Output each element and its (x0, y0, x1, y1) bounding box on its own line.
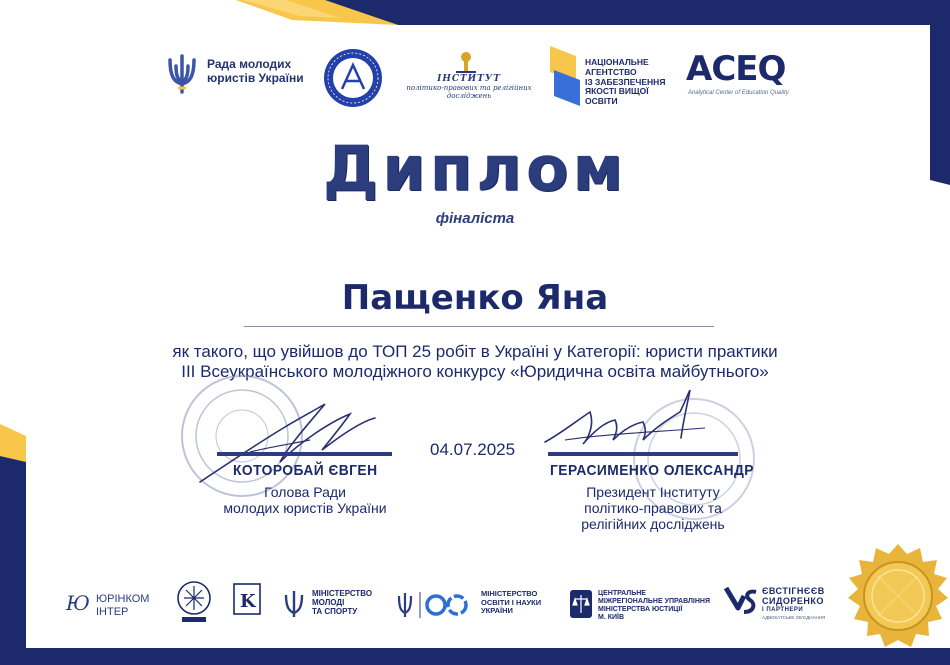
naqa-line-2: АГЕНТСТВО (585, 66, 637, 77)
institute-line-1: ІНСТИТУТ (437, 74, 501, 84)
mju-line-2: МІЖРЕГІОНАЛЬНЕ УПРАВЛІННЯ (598, 598, 710, 606)
naqa-line-3: ІЗ ЗАБЕЗПЕЧЕННЯ (585, 76, 666, 87)
urinkom-line-2: ІНТЕР (96, 605, 129, 618)
mju-line-3: МІНІСТЕРСТВА ЮСТИЦІЇ (598, 606, 683, 614)
institute-line-3: досліджень (446, 92, 492, 101)
mon-logo-icon (396, 590, 480, 620)
svg-text:Ю: Ю (66, 591, 90, 615)
rmu-line-2: юристів України (207, 70, 304, 85)
mon-line-1: МІНІСТЕРСТВО (481, 589, 538, 598)
signer-1-role-line-2: молодих юристів України (223, 500, 387, 516)
mon-line-3: УКРАЇНИ (481, 606, 513, 616)
recipient-name: Пащенко Яна (341, 278, 609, 318)
signer-1-role (200, 484, 410, 516)
es-partners-logo-text (762, 586, 825, 614)
signature-line-right (548, 452, 738, 456)
mju-logo-text (598, 590, 710, 622)
signature-line-left (217, 452, 392, 456)
signer-1-name: КОТОРОБАЙ ЄВГЕН (233, 462, 378, 479)
signer-2-role-line-1: Президент Інституту (586, 484, 720, 500)
mon-line-2: ОСВІТИ І НАУКИ (481, 597, 542, 607)
kluchkov-logo-icon (230, 580, 264, 624)
institute-logo-text (405, 74, 533, 100)
min-youth-sport-line-3: ТА СПОРТУ (312, 607, 358, 617)
signer-1-role-line-1: Голова Ради (264, 484, 346, 500)
mju-line-1: ЦЕНТРАЛЬНЕ (598, 590, 646, 597)
naqa-logo-text (585, 58, 675, 107)
min-youth-sport-text (312, 589, 372, 617)
diploma-subtitle: фіналіста (435, 210, 515, 227)
urinkom-line-1: ЮРІНКОМ (96, 593, 150, 605)
es-line-2: СИДОРЕНКО (762, 596, 824, 607)
es-partners-subtitle: АДВОКАТСЬКЕ ОБ'ЄДНАННЯ (762, 615, 826, 620)
academy-emblem-icon (322, 47, 384, 109)
es-line-3: І ПАРТНЕРИ (762, 606, 804, 613)
law-journal-emblem-icon (176, 580, 212, 624)
es-partners-logo-icon (724, 586, 760, 620)
institute-line-2: політико-правових та релігійних (406, 84, 532, 93)
signer-2-name: ГЕРАСИМЕНКО ОЛЕКСАНДР (550, 462, 754, 479)
name-underline (244, 326, 714, 327)
description-line-2: ІІІ Всеукраїнського молодіжного конкурсу «Юридична освіта майбутнього» (181, 362, 769, 381)
issue-date: 04.07.2025 (430, 440, 516, 459)
urinkom-logo-text (96, 593, 149, 618)
description-line-1: як такого, що увійшов до ТОП 25 робіт в Україні у Категорії: юристи практики (172, 342, 778, 361)
rmu-line-1: Рада молодих (207, 57, 292, 71)
min-youth-sport-line-1: МІНІСТЕРСТВО (312, 589, 373, 598)
justice-emblem-icon (568, 588, 594, 620)
svg-text:K: K (240, 591, 256, 612)
rmu-logo-text (207, 58, 304, 86)
signature-icon (535, 382, 735, 472)
diploma-title: Диплом (322, 132, 628, 205)
urinkom-logo-icon (64, 588, 94, 618)
trident-icon (160, 52, 204, 96)
signer-2-role (548, 484, 758, 532)
naqa-line-1: НАЦІОНАЛЬНЕ (585, 57, 649, 67)
min-youth-sport-line-2: МОЛОДІ (312, 598, 345, 608)
es-line-1: ЄВСТІГНЄЄВ (762, 586, 825, 596)
institute-emblem-icon (452, 50, 480, 74)
aceq-logo-text: ACEQ (686, 49, 786, 89)
naqa-logo-icon (550, 46, 580, 106)
mon-logo-text (481, 590, 541, 616)
mju-line-4: М. КИЇВ (598, 614, 625, 622)
trident-icon (283, 589, 305, 619)
signer-2-role-line-2: політико-правових та (584, 500, 722, 516)
naqa-line-4: ЯКОСТІ ВИЩОЇ ОСВІТИ (585, 86, 649, 107)
gold-seal-icon (846, 538, 950, 665)
aceq-subtitle: Analytical Center of Education Quality (688, 90, 789, 96)
signer-2-role-line-3: релігійних досліджень (581, 516, 725, 532)
